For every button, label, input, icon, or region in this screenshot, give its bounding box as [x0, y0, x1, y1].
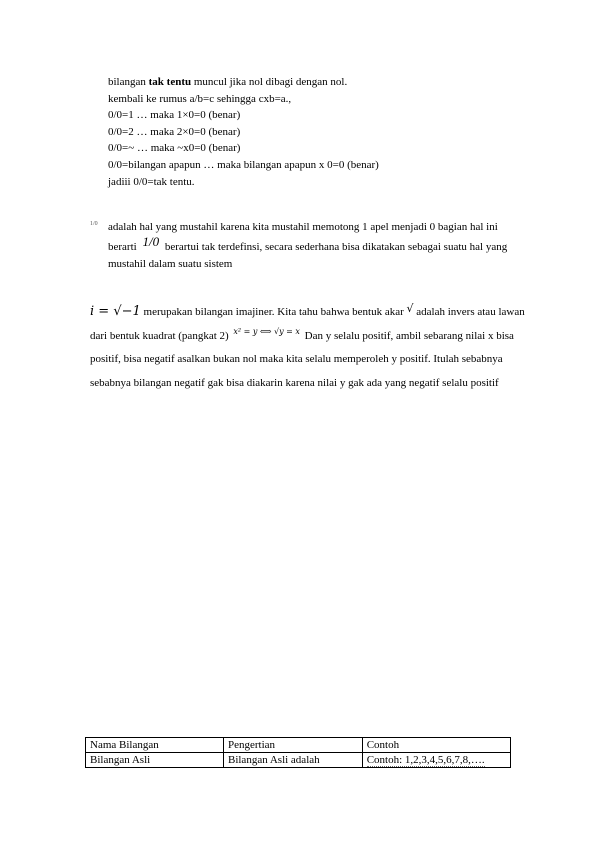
table-header-cell: Contoh — [362, 738, 510, 753]
text-line: 0/0=bilangan apapun … maka bilangan apapun x 0=0 (benar) — [108, 158, 379, 171]
text-fragment: adalah invers atau lawan dari bentuk kuadrat (pangkat 2) — [90, 306, 525, 342]
indeterminate-explanation — [108, 74, 379, 190]
table-cell: Bilangan Asli adalah — [223, 753, 362, 768]
table-header-cell: Nama Bilangan — [86, 738, 224, 753]
text-line: 0/0=2 … maka 2×0=0 (benar) — [108, 125, 241, 138]
table-cell — [362, 753, 510, 768]
text-fragment: muncul jika nol dibagi dengan nol. — [191, 76, 348, 88]
fraction-formula: 1/0 — [142, 233, 160, 249]
bold-term: tak tentu — [148, 76, 192, 88]
text-fragment: berartui tak terdefinsi, secara sederhana bisa dikatakan sebagai suatu hal yang mustahil dalam suatu sistem — [108, 240, 508, 270]
text-fragment: bilangan — [108, 76, 149, 88]
table-cell: Bilangan Asli — [86, 753, 224, 768]
example-values: Contoh: 1,2,3,4,5,6,7,8,…. — [366, 754, 485, 766]
inverse-formula: x² = y ⟺ √y = x — [233, 326, 300, 336]
text-line — [108, 74, 379, 91]
table-header-row — [86, 738, 511, 753]
table-row — [86, 753, 511, 768]
text-fragment: merupakan bilangan imajiner. Kita tahu bahwa bentuk akar — [140, 306, 407, 318]
text-fragment: Dan y selalu positif, ambil sebarang nilai x bisa positif, bisa negatif asalkan bukan nol maka kita selalu memperoleh y positif. Itulah sebabnya sebabnya bilangan negatif gak bisa diakarin karena nilai y gak ada yang negatif selalu positif — [90, 329, 514, 389]
imaginary-formula: i = √−1 — [90, 304, 141, 319]
table-header-cell: Pengertian — [223, 738, 362, 753]
text-line: 0/0=1 … maka 1×0=0 (benar) — [108, 109, 241, 122]
text-line: 0/0=~ … maka ~x0=0 (benar) — [108, 142, 241, 155]
text-line: kembali ke rumus a/b=c sehingga cxb=a., — [108, 92, 292, 105]
text-fragment: adalah hal yang mustahil karena kita mustahil memotong 1 apel menjadi 0 bagian hal ini berarti — [108, 221, 498, 253]
sqrt-symbol: √ — [406, 302, 414, 315]
imaginary-explanation — [90, 300, 530, 395]
undefined-explanation — [108, 219, 528, 274]
formula-marker: 1/0 — [90, 221, 98, 227]
number-types-table — [85, 737, 511, 768]
text-line: jadiii 0/0=tak tentu. — [108, 175, 195, 188]
